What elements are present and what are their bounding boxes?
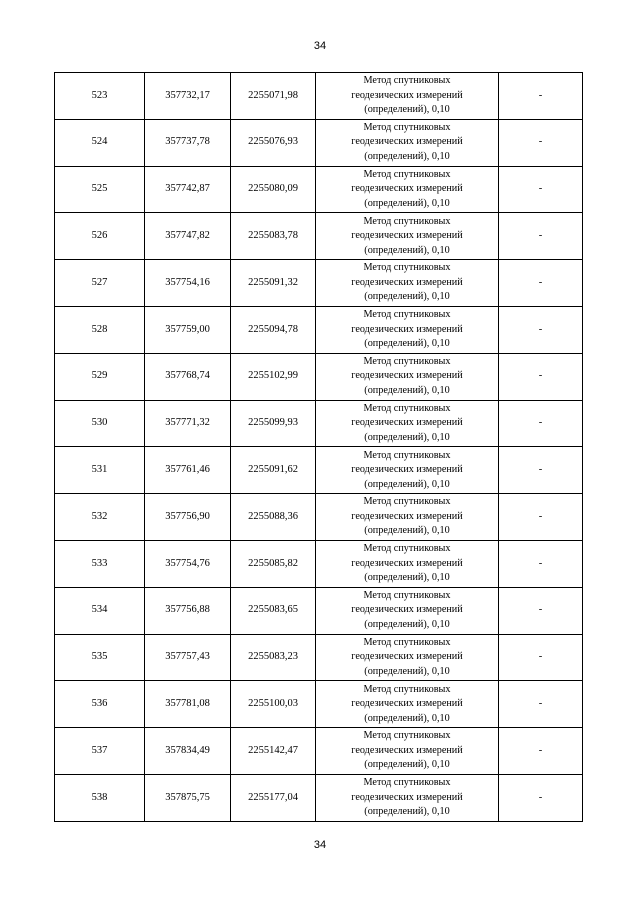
method-line: Метод спутниковых [363,215,451,227]
point-number-cell: 532 [55,494,145,541]
coordinate-x-cell: 357761,46 [145,447,231,494]
method-line: геодезических измерений [351,557,463,569]
point-number-cell: 525 [55,166,145,213]
method-line: геодезических измерений [351,230,463,242]
method-line: геодезических измерений [351,136,463,148]
method-line: (определений), 0,10 [364,478,450,490]
method-line: геодезических измерений [351,651,463,663]
point-number-cell: 533 [55,540,145,587]
coordinate-y-cell: 2255083,78 [231,213,316,260]
method-line: Метод спутниковых [363,75,451,87]
coordinate-x-cell: 357768,74 [145,353,231,400]
coordinate-y-cell: 2255142,47 [231,728,316,775]
coordinates-table [54,72,583,822]
point-number-cell: 526 [55,213,145,260]
note-cell: - [499,353,583,400]
method-cell [316,728,499,775]
point-number-cell: 528 [55,306,145,353]
coordinate-x-cell: 357759,00 [145,306,231,353]
method-line: геодезических измерений [351,744,463,756]
coordinate-x-cell: 357756,88 [145,587,231,634]
table-row [55,447,583,494]
coordinate-x-cell: 357754,16 [145,260,231,307]
note-cell: - [499,540,583,587]
note-cell: - [499,494,583,541]
page-number-top: 34 [313,40,327,52]
coordinate-x-cell: 357757,43 [145,634,231,681]
table-row [55,353,583,400]
coordinate-x-cell: 357834,49 [145,728,231,775]
method-line: геодезических измерений [351,183,463,195]
method-line: геодезических измерений [351,464,463,476]
coordinate-y-cell: 2255177,04 [231,774,316,821]
coordinate-y-cell: 2255099,93 [231,400,316,447]
coordinate-x-cell: 357747,82 [145,213,231,260]
method-line: (определений), 0,10 [364,338,450,350]
method-cell [316,306,499,353]
method-line: Метод спутниковых [363,589,451,601]
note-cell: - [499,587,583,634]
method-line: (определений), 0,10 [364,665,450,677]
method-line: Метод спутниковых [363,730,451,742]
method-line: Метод спутниковых [363,543,451,555]
coordinate-x-cell: 357756,90 [145,494,231,541]
method-line: Метод спутниковых [363,402,451,414]
method-line: геодезических измерений [351,276,463,288]
method-cell [316,260,499,307]
method-cell [316,353,499,400]
method-cell [316,73,499,120]
method-line: Метод спутниковых [363,355,451,367]
point-number-cell: 529 [55,353,145,400]
note-cell: - [499,400,583,447]
note-cell: - [499,260,583,307]
method-line: (определений), 0,10 [364,759,450,771]
method-line: Метод спутниковых [363,262,451,274]
method-cell [316,587,499,634]
coordinate-y-cell: 2255080,09 [231,166,316,213]
note-cell: - [499,634,583,681]
method-line: (определений), 0,10 [364,384,450,396]
note-cell: - [499,73,583,120]
point-number-cell: 537 [55,728,145,775]
method-line: (определений), 0,10 [364,572,450,584]
method-cell [316,540,499,587]
note-cell: - [499,774,583,821]
method-cell [316,447,499,494]
note-cell: - [499,681,583,728]
table-row [55,306,583,353]
coordinate-x-cell: 357732,17 [145,73,231,120]
method-line: геодезических измерений [351,323,463,335]
coordinate-y-cell: 2255091,32 [231,260,316,307]
coordinate-x-cell: 357781,08 [145,681,231,728]
method-line: геодезических измерений [351,791,463,803]
method-line: (определений), 0,10 [364,525,450,537]
point-number-cell: 527 [55,260,145,307]
method-line: Метод спутниковых [363,777,451,789]
coordinate-y-cell: 2255088,36 [231,494,316,541]
method-cell [316,494,499,541]
coordinates-table-body [55,73,583,822]
table-row [55,681,583,728]
table-row [55,634,583,681]
method-line: геодезических измерений [351,698,463,709]
coordinate-x-cell: 357737,78 [145,119,231,166]
method-line: (определений), 0,10 [364,618,450,630]
note-cell: - [499,213,583,260]
method-line: (определений), 0,10 [364,712,450,724]
coordinate-y-cell: 2255083,23 [231,634,316,681]
point-number-cell: 538 [55,774,145,821]
method-cell [316,774,499,821]
method-cell [316,166,499,213]
table-row [55,119,583,166]
coordinate-y-cell: 2255091,62 [231,447,316,494]
method-cell [316,213,499,260]
point-number-cell: 531 [55,447,145,494]
coordinate-x-cell: 357875,75 [145,774,231,821]
method-line: (определений), 0,10 [364,244,450,256]
page-number-bottom: 34 [313,839,327,851]
method-line: (определений), 0,10 [364,431,450,443]
method-line: (определений), 0,10 [364,104,450,116]
table-row [55,400,583,447]
table-row [55,260,583,307]
table-row [55,213,583,260]
coordinate-y-cell: 2255100,03 [231,681,316,728]
coordinate-y-cell: 2255085,82 [231,540,316,587]
coordinate-x-cell: 357754,76 [145,540,231,587]
table-row [55,494,583,541]
point-number-cell: 524 [55,119,145,166]
method-line: (определений), 0,10 [364,197,450,209]
point-number-cell: 523 [55,73,145,120]
method-line: (определений), 0,10 [364,806,450,818]
method-cell [316,400,499,447]
method-line: геодезических измерений [351,417,463,429]
coordinate-y-cell: 2255102,99 [231,353,316,400]
point-number-cell: 536 [55,681,145,728]
point-number-cell: 534 [55,587,145,634]
table-row [55,73,583,120]
coordinate-y-cell: 2255083,65 [231,587,316,634]
method-line: Метод спутниковых [363,309,451,321]
table-row [55,728,583,775]
note-cell: - [499,447,583,494]
method-line: Метод спутниковых [363,121,451,133]
method-line: Метод спутниковых [363,683,451,695]
method-line: Метод спутниковых [363,496,451,508]
note-cell: - [499,119,583,166]
table-row [55,166,583,213]
method-line: Метод спутниковых [363,636,451,648]
table-row [55,540,583,587]
coordinate-y-cell: 2255094,78 [231,306,316,353]
method-cell [316,634,499,681]
method-cell [316,119,499,166]
table-row [55,587,583,634]
coordinate-x-cell: 357742,87 [145,166,231,213]
table-row [55,774,583,821]
note-cell: - [499,306,583,353]
note-cell: - [499,166,583,213]
coordinate-y-cell: 2255071,98 [231,73,316,120]
method-line: геодезических измерений [351,604,463,616]
coordinate-x-cell: 357771,32 [145,400,231,447]
method-line: геодезических измерений [351,89,463,101]
coordinate-y-cell: 2255076,93 [231,119,316,166]
method-line: (определений), 0,10 [364,291,450,303]
point-number-cell: 535 [55,634,145,681]
method-line: геодезических измерений [351,370,463,382]
method-cell [316,681,499,728]
note-cell: - [499,728,583,775]
method-line: (определений), 0,10 [364,150,450,162]
method-line: геодезических измерений [351,510,463,522]
method-line: Метод спутниковых [363,168,451,180]
method-line: Метод спутниковых [363,449,451,461]
point-number-cell: 530 [55,400,145,447]
